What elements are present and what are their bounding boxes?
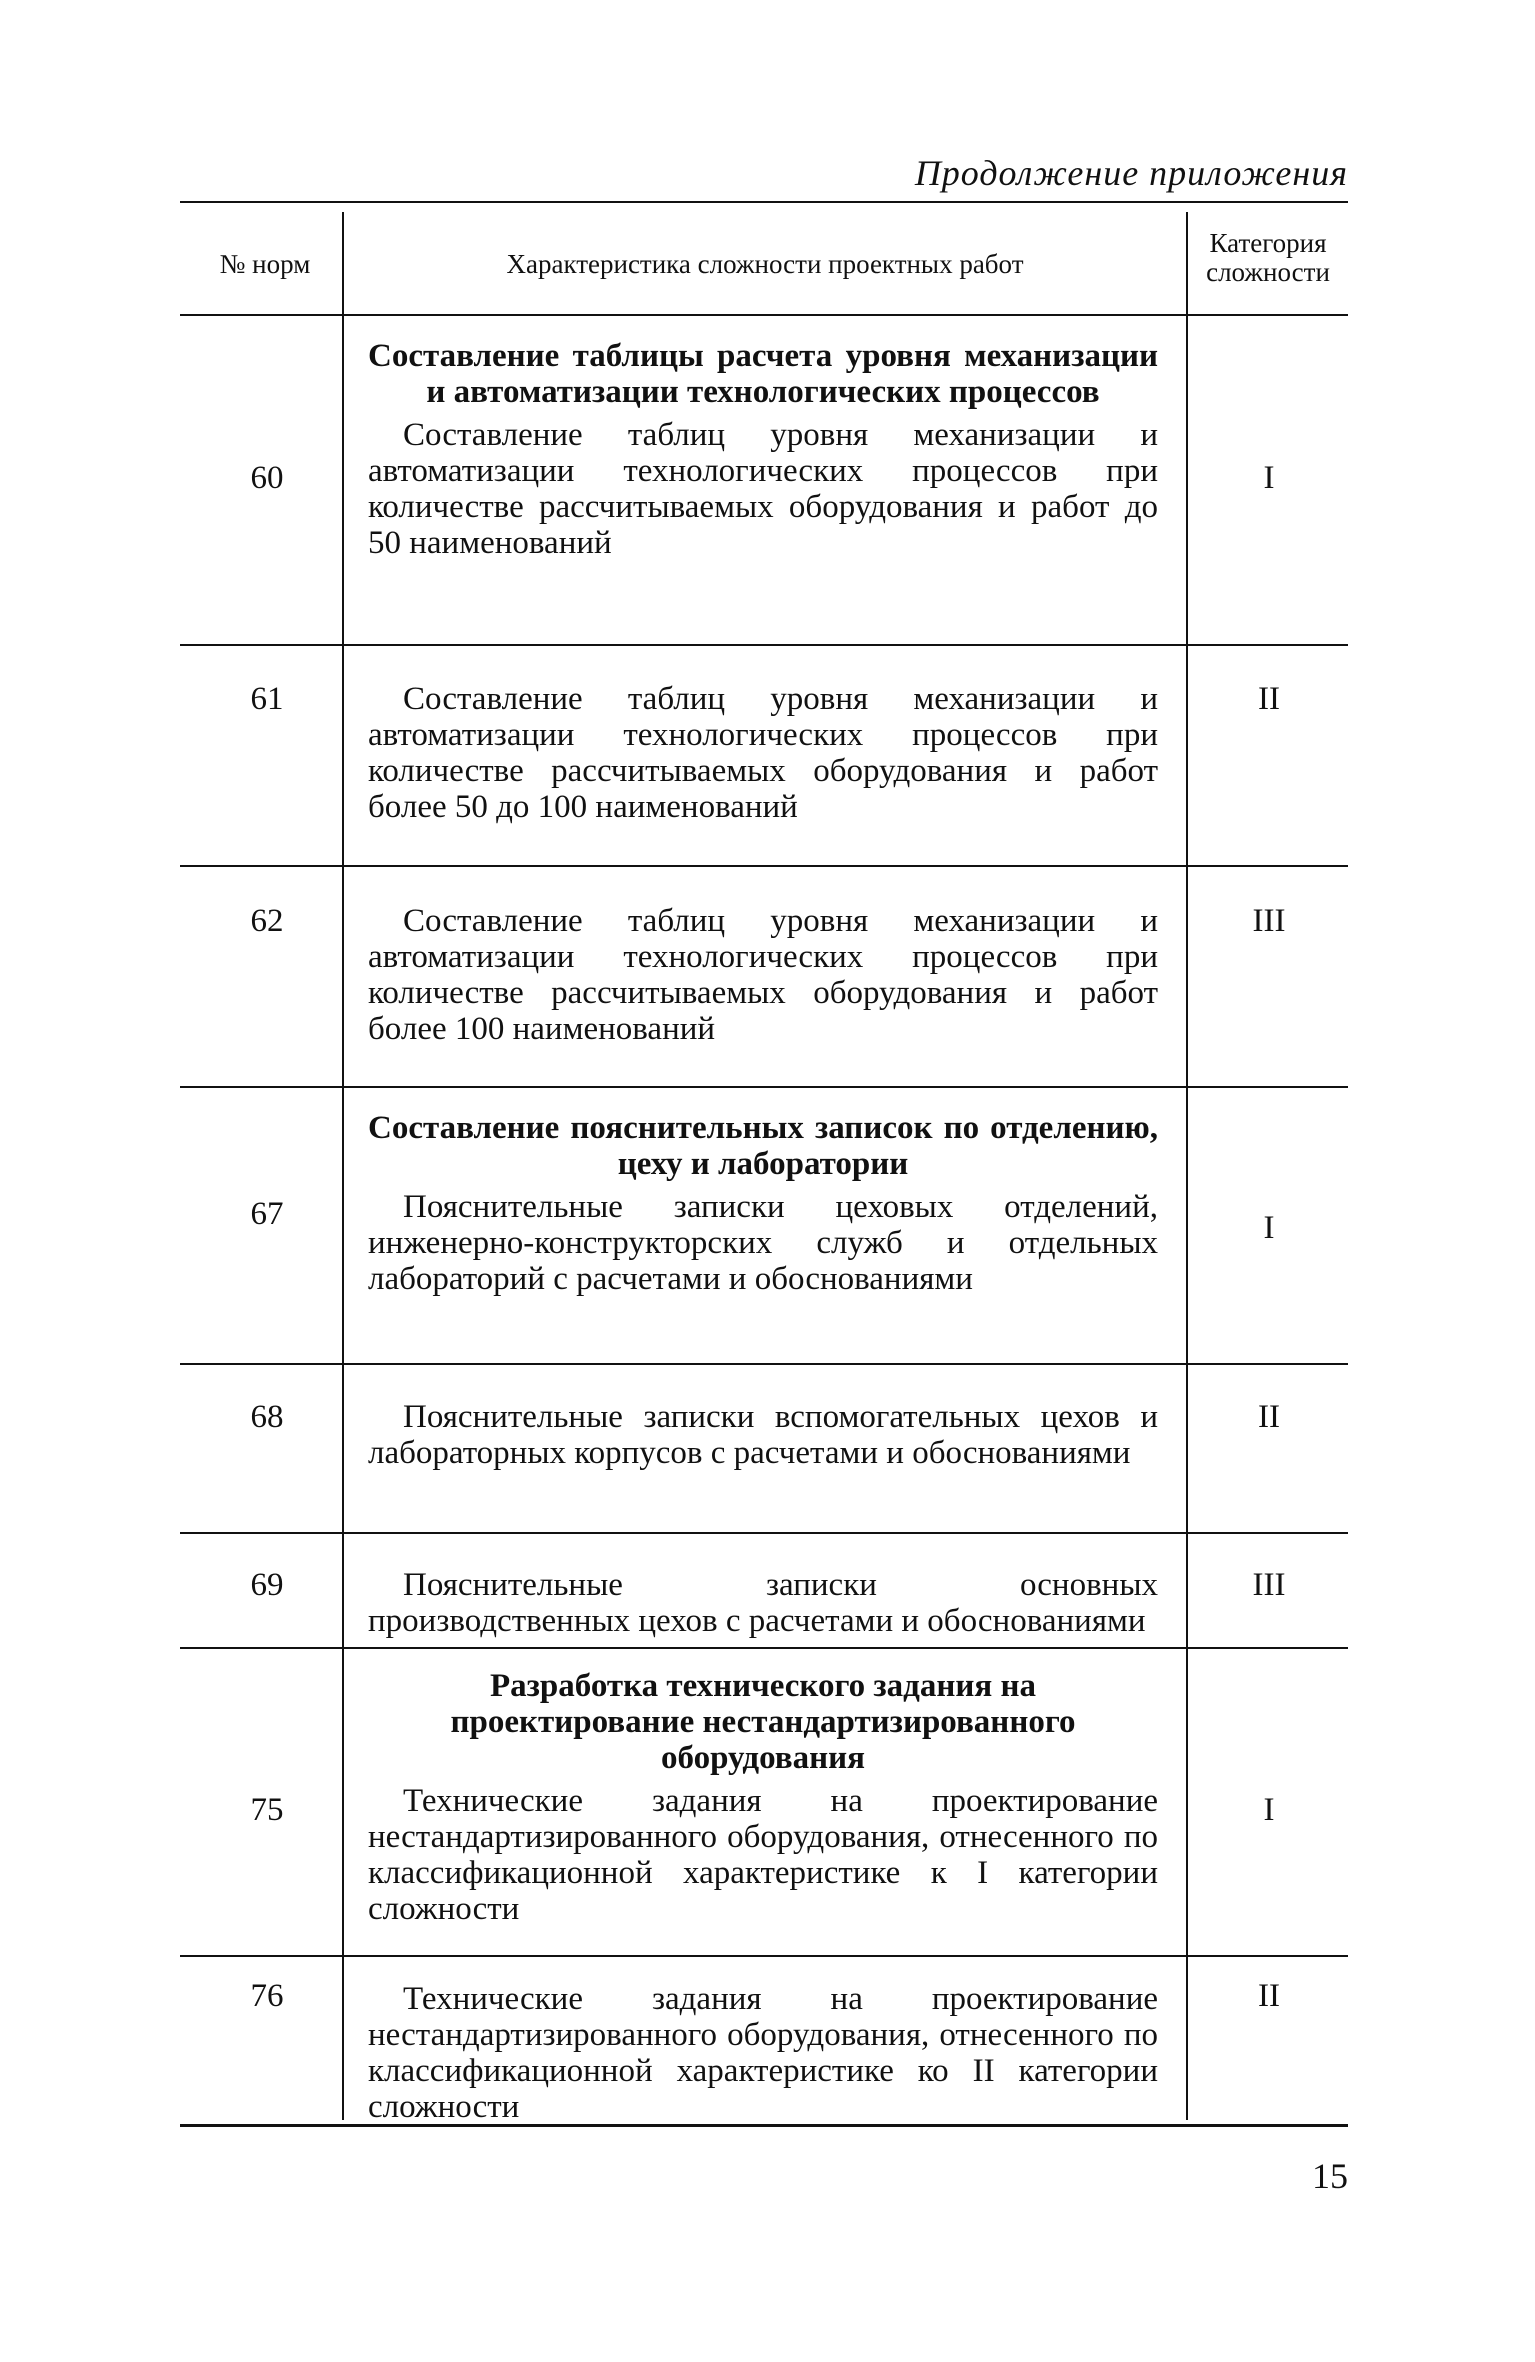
category-value: I <box>1263 460 1275 496</box>
row-text: Технические задания на проектирование нестандартизированного оборудования, отнесенного по классификационной характеристике к I категории сложности <box>368 1783 1158 1927</box>
row-description <box>368 1399 1158 1471</box>
row-description <box>368 338 1158 561</box>
row-text: Пояснительные записки основных производственных цехов с расчетами и обоснованиями <box>368 1567 1158 1639</box>
norm-number: 67 <box>250 1196 284 1232</box>
column-header-norm: № норм <box>219 249 311 279</box>
column-header-category-line1: Категория <box>1209 228 1327 258</box>
column-separator <box>1186 212 1188 2120</box>
row-text: Составление таблиц уровня механизации и автоматизации технологических процессов при количестве рассчитываемых оборудования и работ более 50 до 100 наименований <box>368 681 1158 825</box>
page-header-continuation: Продолжение приложения <box>914 153 1348 193</box>
row-divider <box>180 644 1348 646</box>
header-bottom-rule <box>180 314 1348 316</box>
section-title: Составление таблицы расчета уровня механизации и автоматизации технологических процессов <box>368 338 1158 410</box>
row-description <box>368 1110 1158 1297</box>
norm-number: 68 <box>250 1399 284 1435</box>
row-text: Составление таблиц уровня механизации и автоматизации технологических процессов при количестве рассчитываемых оборудования и работ более 100 наименований <box>368 903 1158 1047</box>
category-value: II <box>1258 1399 1280 1435</box>
category-value: I <box>1263 1210 1275 1246</box>
category-value: II <box>1258 1978 1280 2014</box>
table-top-rule <box>180 201 1348 203</box>
page-number: 15 <box>1312 2156 1348 2196</box>
row-description <box>368 1668 1158 1927</box>
row-divider <box>180 1955 1348 1957</box>
norm-number: 76 <box>250 1978 284 2014</box>
row-description <box>368 681 1158 825</box>
section-title: Разработка технического задания на проектирование нестандартизированного оборудования <box>450 1668 1076 1776</box>
row-text: Пояснительные записки цеховых отделений, инженерно-конструкторских служб и отдельных лабораторий с расчетами и обоснованиями <box>368 1189 1158 1297</box>
column-header-category-line2: сложности <box>1206 257 1330 287</box>
row-description <box>368 903 1158 1047</box>
row-divider <box>180 1363 1348 1365</box>
norm-number: 75 <box>250 1792 284 1828</box>
row-text: Пояснительные записки вспомогательных цехов и лабораторных корпусов с расчетами и обоснованиями <box>368 1399 1158 1471</box>
norm-number: 61 <box>250 681 284 717</box>
column-header-characteristic: Характеристика сложности проектных работ <box>506 249 1024 279</box>
norm-number: 62 <box>250 903 284 939</box>
column-separator <box>342 212 344 2120</box>
norm-number: 69 <box>250 1567 284 1603</box>
category-value: III <box>1252 1567 1286 1603</box>
row-divider <box>180 865 1348 867</box>
category-value: I <box>1263 1792 1275 1828</box>
row-description <box>368 1567 1158 1639</box>
row-divider <box>180 1086 1348 1088</box>
row-text: Технические задания на проектирование нестандартизированного оборудования, отнесенного по классификационной характеристике ко II категории сложности <box>368 1981 1158 2125</box>
category-value: II <box>1258 681 1280 717</box>
row-text: Составление таблиц уровня механизации и автоматизации технологических процессов при количестве рассчитываемых оборудования и работ до 50 наименований <box>368 417 1158 561</box>
row-divider <box>180 1532 1348 1534</box>
row-divider <box>180 1647 1348 1649</box>
category-value: III <box>1252 903 1286 939</box>
norm-number: 60 <box>250 460 284 496</box>
section-title: Составление пояснительных записок по отделению, цеху и лаборатории <box>368 1110 1158 1182</box>
row-description <box>368 1981 1158 2125</box>
